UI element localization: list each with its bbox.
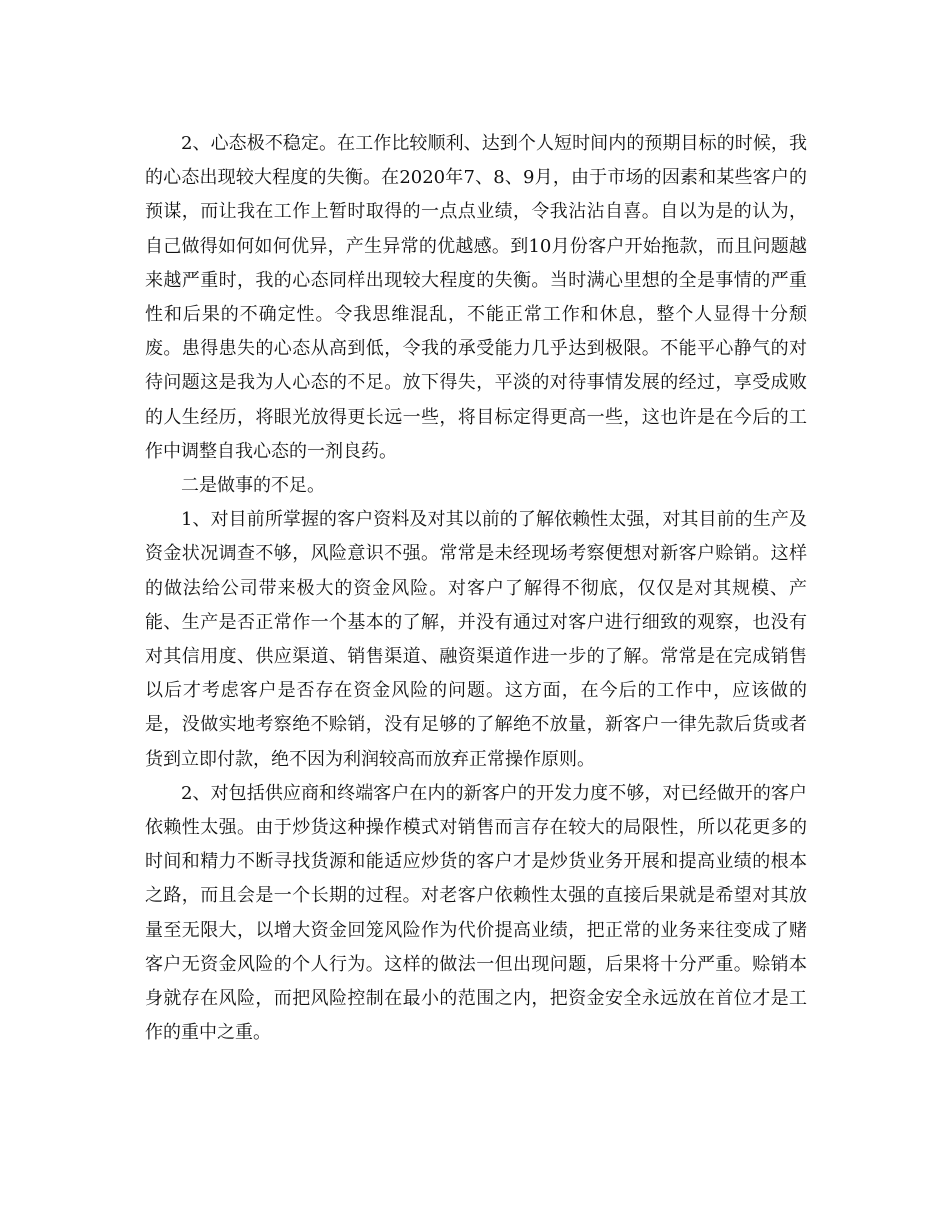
section-heading-work-shortcomings: 二是做事的不足。 (181, 475, 325, 497)
paragraph-mindset-instability: 2、心态极不稳定。在工作比较顺利、达到个人短时间内的预期目标的时候，我的心态出现较大程度的失衡。在2020年7、8、9月，由于市场的因素和某些客户的预谋，而让我在工作上暂时取得的一点点业绩，令我沾沾自喜。自以为是的认为，自己做得如何如何优异，产生异常的优越感。到10月份客户开始拖款，而且问题越来越严重时，我的心态同样出现较大程度的失衡。当时满心里想的全是事情的严重性和后果的不确定性。令我思维混乱，不能正常工作和休息，整个人显得十分颓废。患得患失的心态从高到低，令我的承受能力几乎达到极限。不能平心静气的对待问题这是我为人心态的不足。放下得失，平淡的对待事情发展的经过，享受成败的人生经历，将眼光放得更长远一些，将目标定得更高一些，这也许是在今后的工作中调整自我心态的一剂良药。 (145, 133, 807, 462)
paragraph-new-customer-development: 2、对包括供应商和终端客户在内的新客户的开发力度不够，对已经做开的客户依赖性太强。由于炒货这种操作模式对销售而言存在较大的局限性，所以花更多的时间和精力不断寻找货源和能适应炒货的客户才是炒货业务开展和提高业绩的根本之路，而且会是一个长期的过程。对老客户依赖性太强的直接后果就是希望对其放量至无限大，以增大资金回笼风险作为代价提高业绩，把正常的业务来往变成了赌客户无资金风险的个人行为。这样的做法一但出现问题，后果将十分严重。赊销本身就存在风险，而把风险控制在最小的范围之内，把资金安全永远放在首位才是工作的重中之重。 (145, 782, 807, 1044)
document-body (145, 127, 807, 1050)
paragraph-customer-dependence: 1、对目前所掌握的客户资料及对其以前的了解依赖性太强，对其目前的生产及资金状况调查不够，风险意识不强。常常是未经现场考察便想对新客户赊销。这样的做法给公司带来极大的资金风险。对客户了解得不彻底，仅仅是对其规模、产能、生产是否正常作一个基本的了解，并没有通过对客户进行细致的观察，也没有对其信用度、供应渠道、销售渠道、融资渠道作进一步的了解。常常是在完成销售以后才考虑客户是否存在资金风险的问题。这方面，在今后的工作中，应该做的是，没做实地考察绝不赊销，没有足够的了解绝不放量，新客户一律先款后货或者货到立即付款，绝不因为利润较高而放弃正常操作原则。 (145, 509, 807, 770)
